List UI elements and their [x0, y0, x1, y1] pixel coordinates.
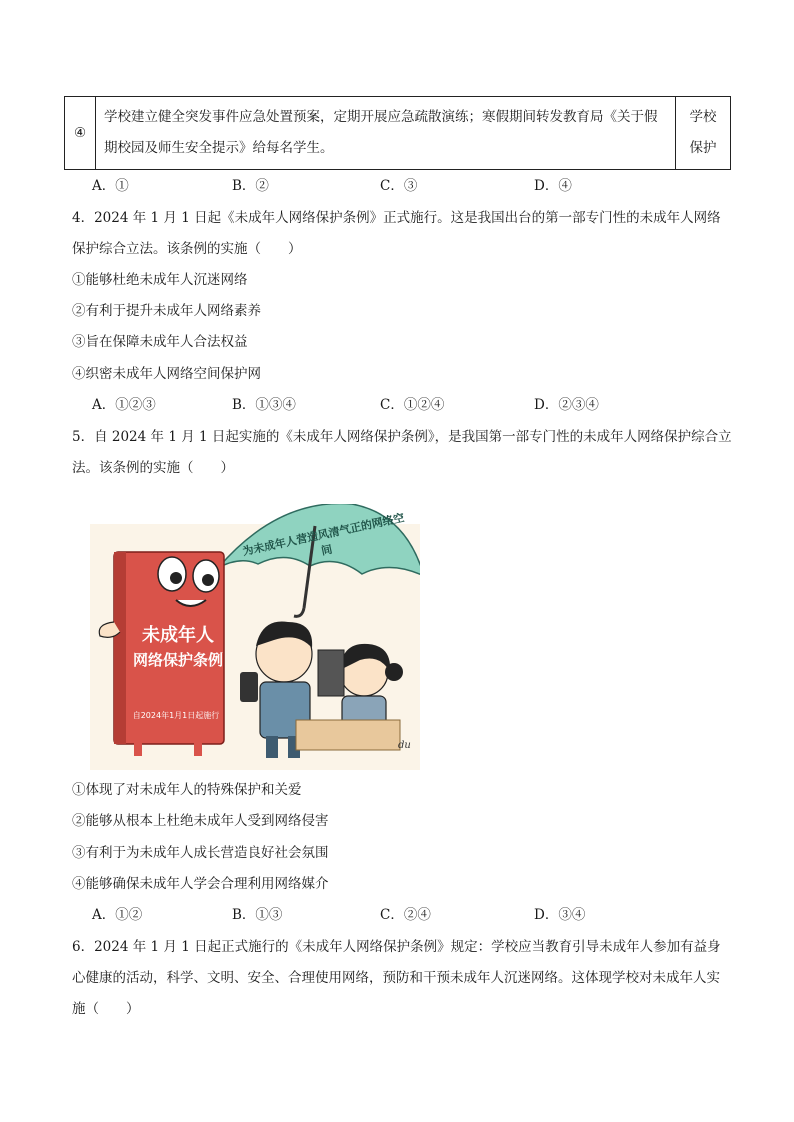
q5-option-d[interactable]: D．③④ — [534, 907, 586, 923]
q5-stem: 5．自 2024 年 1 月 1 日起实施的《未成年人网络保护条例》，是我国第一部专门性的未成年人网络保护综合立法。该条例的实施（ ） — [72, 429, 732, 476]
umbrella-text: 为未成年人营造风清气正的网络空间 — [241, 511, 406, 559]
table-row — [65, 97, 731, 170]
row-type-text: 学校保护 — [689, 109, 717, 156]
q6-stem: 6．2024 年 1 月 1 日起正式施行的《未成年人网络保护条例》规定：学校应当教育引导未成年人参加有益身心健康的活动，科学、文明、安全、合理使用网络，预防和干预未成年人沉迷网络。这体现学校对未成年人实施（ ） — [72, 939, 721, 1017]
q3-option-c[interactable]: C．③ — [380, 178, 418, 194]
book-title — [130, 624, 226, 672]
row-type — [676, 97, 731, 170]
row-content: 学校建立健全突发事件应急处置预案，定期开展应急疏散演练；寒假期间转发教育局《关于假期校园及师生安全提示》给每名学生。 — [96, 97, 676, 170]
q4-option-b[interactable]: B．①③④ — [232, 397, 296, 413]
q4-option-c[interactable]: C．①②④ — [380, 397, 445, 413]
cartoon-illustration — [90, 504, 420, 770]
scenario-table — [64, 96, 731, 170]
q5-item-1: ①体现了对未成年人的特殊保护和关爱 — [72, 782, 302, 798]
q3-option-a[interactable]: A．① — [92, 178, 129, 194]
q4-item-2: ②有利于提升未成年人网络素养 — [72, 303, 261, 319]
book-title-line-2: 网络保护条例 — [132, 651, 223, 669]
q5-option-a[interactable]: A．①② — [92, 907, 143, 923]
book-title-line-1: 未成年人 — [142, 625, 214, 646]
q5-item-4: ④能够确保未成年人学会合理利用网络媒介 — [72, 876, 329, 892]
q4-stem: 4．2024 年 1 月 1 日起《未成年人网络保护条例》正式施行。这是我国出台的第一部专门性的未成年人网络保护综合立法。该条例的实施（ ） — [72, 210, 721, 257]
q3-option-b[interactable]: B．② — [232, 178, 269, 194]
q3-option-d[interactable]: D．④ — [534, 178, 572, 194]
q5-item-3: ③有利于为未成年人成长营造良好社会氛围 — [72, 845, 329, 861]
row-number: ④ — [65, 97, 96, 170]
book-footer: 自2024年1月1日起施行 — [132, 711, 220, 720]
q4-item-1: ①能够杜绝未成年人沉迷网络 — [72, 272, 248, 288]
q5-option-b[interactable]: B．①③ — [232, 907, 283, 923]
q4-option-d[interactable]: D．②③④ — [534, 397, 599, 413]
artist-signature: du — [398, 740, 411, 751]
q5-item-2: ②能够从根本上杜绝未成年人受到网络侵害 — [72, 813, 329, 829]
q4-item-3: ③旨在保障未成年人合法权益 — [72, 334, 248, 350]
q5-option-c[interactable]: C．②④ — [380, 907, 431, 923]
q4-item-4: ④织密未成年人网络空间保护网 — [72, 366, 261, 382]
q4-option-a[interactable]: A．①②③ — [92, 397, 156, 413]
